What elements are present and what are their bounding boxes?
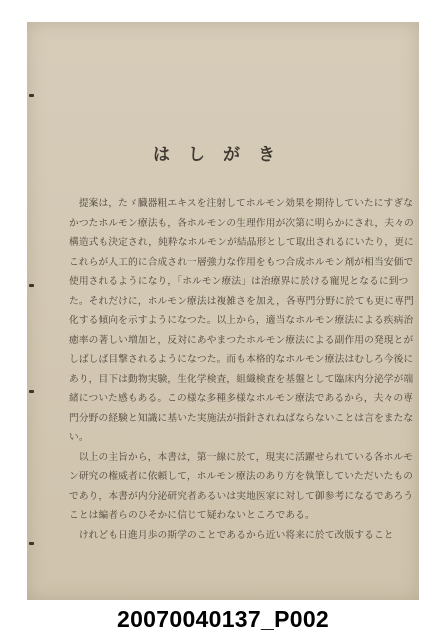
- body-text: [69, 194, 415, 545]
- binding-mark: [29, 390, 34, 393]
- paragraph: 以上の主旨から，本書は，第一線に於て，現実に活躍せられている各ホルモン研究の権威者に依頼して，ホルモン療法のあり方を執筆していただいたものであり，本書が内分泌研究者あるいは実地医家に対して御参考になるであろうことは編者らのひそかに信じて疑わないところである。: [69, 451, 414, 521]
- paragraph: けれども日進月歩の斯学のことであるから近い将来に於て改版すること: [69, 529, 394, 541]
- binding-mark: [29, 94, 34, 97]
- binding-mark: [29, 542, 34, 545]
- document-page: [27, 22, 419, 600]
- binding-mark: [29, 284, 34, 287]
- paragraph: 提案は，たゞ臓器粗エキスを注射してホルモン効果を期待していたにすぎなかつたホルモン療法も，各ホルモンの生理作用が次第に明らかにされ，夫々の構造式も決定され，純粋なホルモンが結晶形として取出されるにいたり，更にこれらが人工的に合成され一層強力な作用をもつ合成ホルモン剤が相当安価で使用されるようになり，「ホルモン療法」は治療界に於ける寵児となるに到つた。それだけに，ホルモン療法は複雑さを加え，各専門分野に於ても更に専門化する傾向を示すようになつた。以上から，適当なホルモン療法による疾病治癒率の著しい増加と，反対にあやまつたホルモン療法による副作用の発現とがしばしば目撃されるようになつた。而も本格的なホルモン療法はむしろ今後にあり，目下は動物実験，生化学検査，組織検査を基盤として臨床内分泌学が端緒についた感もある。この様な多種多様なホルモン療法であるから，夫々の専門分野の経験と知識に基いた実施法が指針されねばならないことは言をまたない。: [69, 198, 414, 443]
- page-title: はしがき: [153, 145, 293, 165]
- image-caption: 20070040137_P002: [116, 606, 329, 632]
